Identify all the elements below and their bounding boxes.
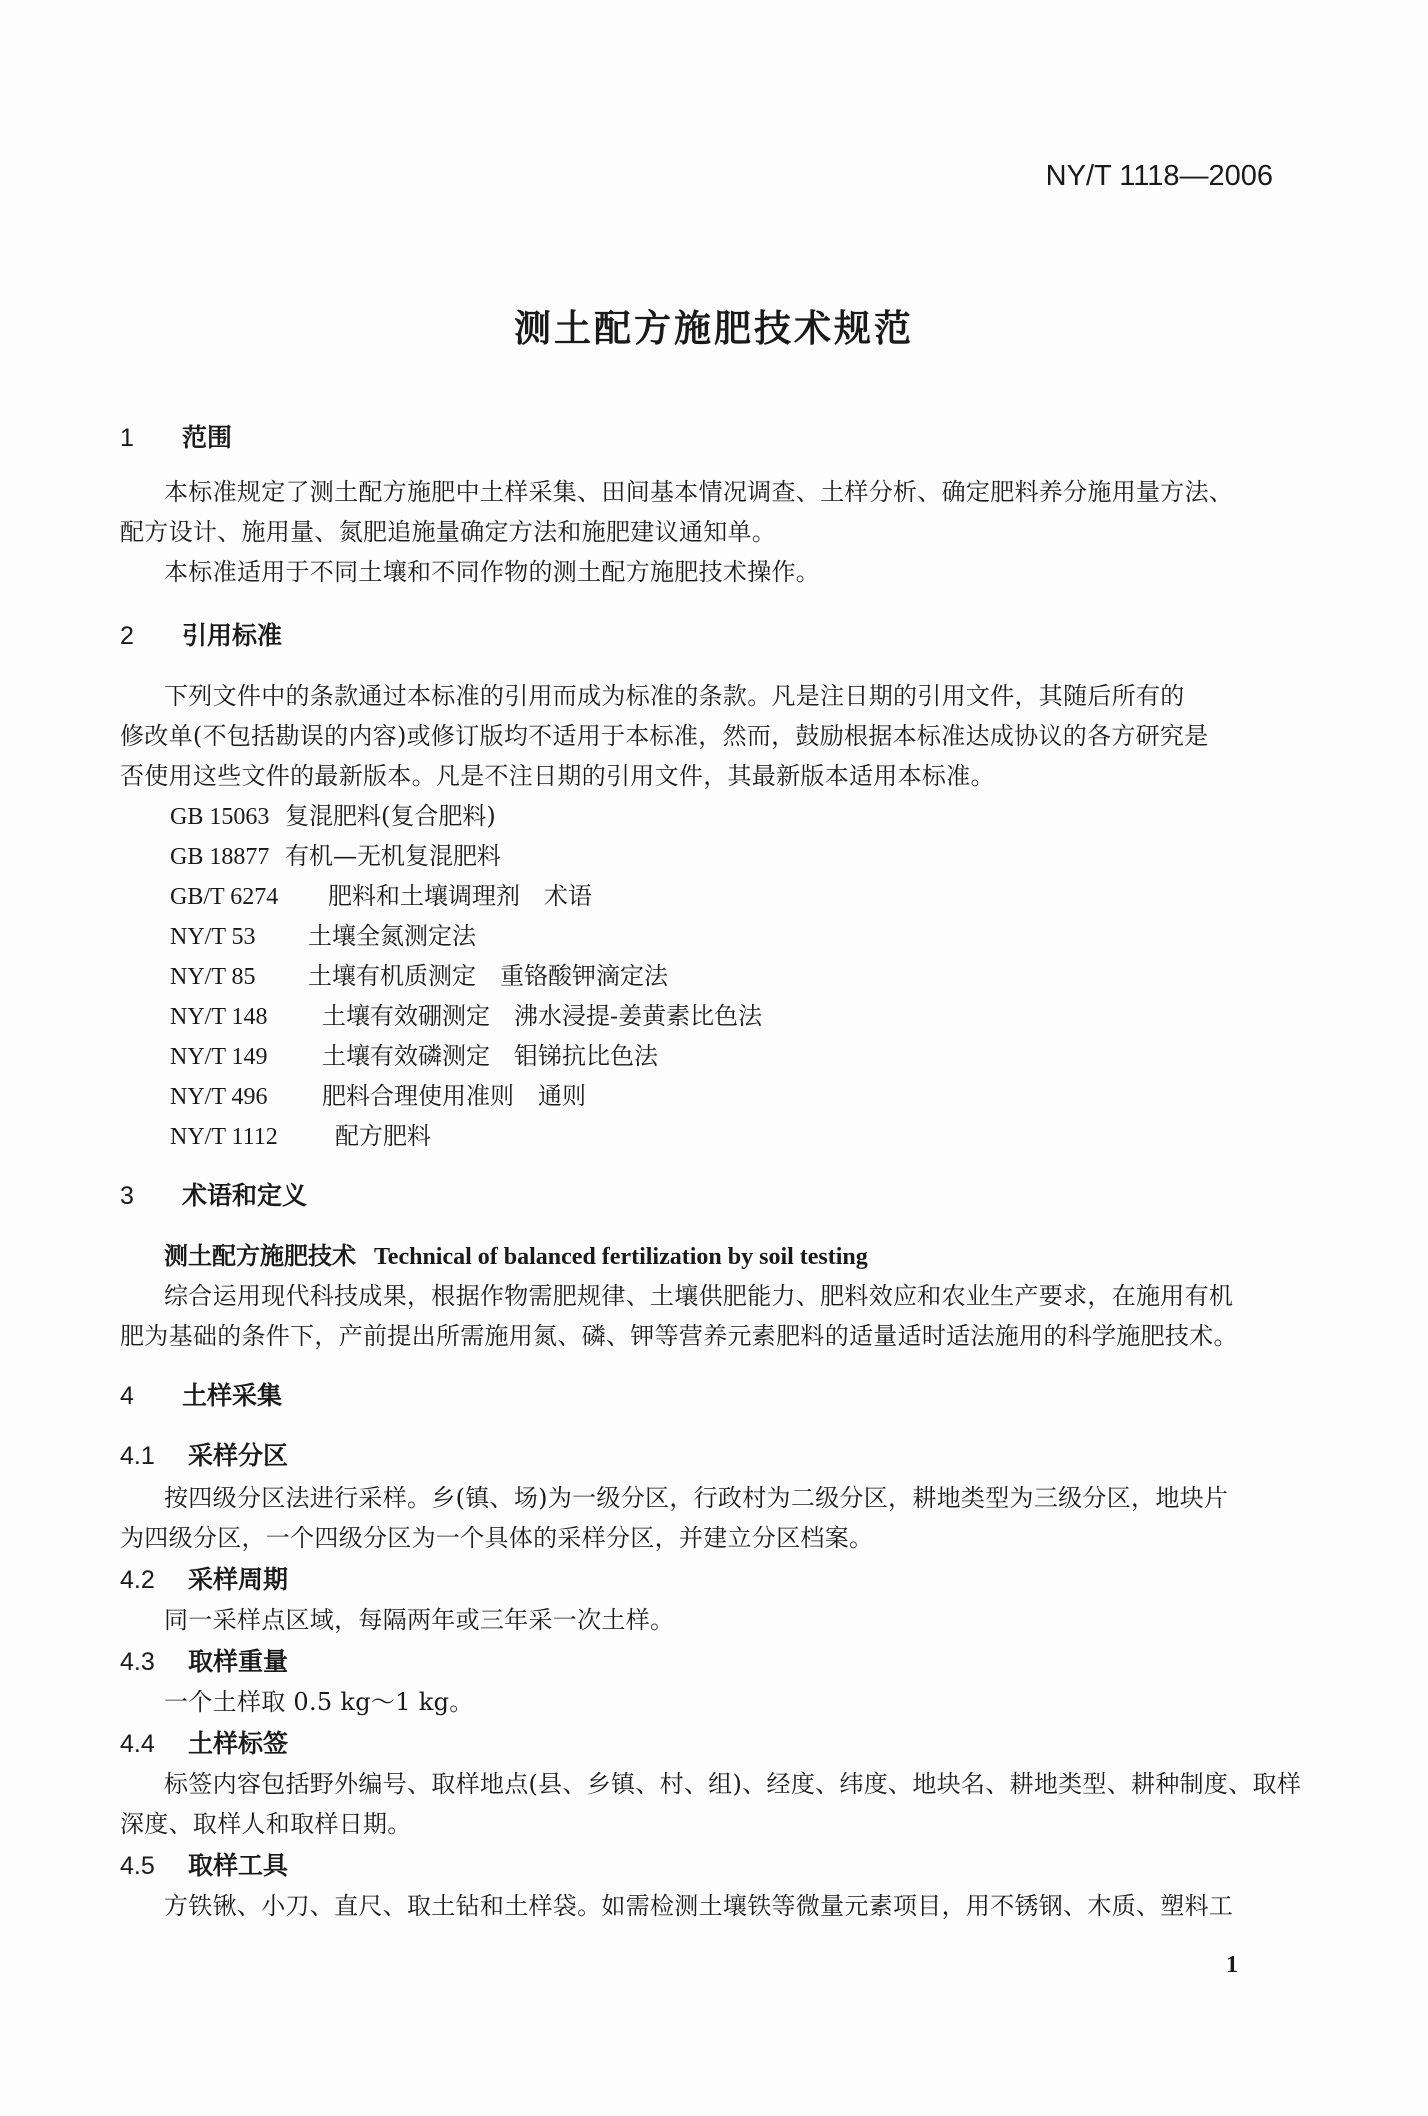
section-4-5-heading: 4.5 取样工具 — [120, 1851, 289, 1880]
document-title: 测土配方施肥技术规范 — [514, 307, 914, 350]
s3-definition-line2: 肥为基础的条件下，产前提出所需施用氮、磷、钾等营养元素肥料的适量适时适法施用的科学施肥技术。 — [120, 1322, 1238, 1350]
reference-item: NY/T 85 土壤有机质测定 重铬酸钾滴定法 — [170, 962, 668, 990]
s1-para1-line2: 配方设计、施用量、氮肥追施量确定方法和施肥建议通知单。 — [120, 518, 777, 546]
s4-4-line1: 标签内容包括野外编号、取样地点(县、乡镇、村、组)、经度、纬度、地块名、耕地类型、耕种制度、取样 — [164, 1770, 1302, 1798]
s4-3-line1: 一个土样取 0.5 kg～1 kg。 — [164, 1688, 474, 1716]
reference-item: NY/T 1112 配方肥料 — [170, 1122, 431, 1150]
reference-item: GB/T 6274 肥料和土壤调理剂 术语 — [170, 882, 592, 910]
s4-5-line1: 方铁锹、小刀、直尺、取土钻和土样袋。如需检测土壤铁等微量元素项目，用不锈钢、木质、塑料工 — [164, 1892, 1234, 1920]
s4-1-line1: 按四级分区法进行采样。乡(镇、场)为一级分区，行政村为二级分区，耕地类型为三级分区，地块片 — [164, 1484, 1229, 1512]
term-chinese: 测土配方施肥技术 — [164, 1241, 356, 1270]
section-2-heading: 2 引用标准 — [120, 621, 283, 650]
reference-item: GB 18877 有机—无机复混肥料 — [170, 842, 501, 870]
reference-item: NY/T 148 土壤有效硼测定 沸水浸提-姜黄素比色法 — [170, 1002, 763, 1030]
s1-para2: 本标准适用于不同土壤和不同作物的测土配方施肥技术操作。 — [164, 558, 821, 586]
page-number: 1 — [1226, 1952, 1238, 1978]
section-4-3-heading: 4.3 取样重量 — [120, 1647, 289, 1676]
s4-2-line1: 同一采样点区域，每隔两年或三年采一次土样。 — [164, 1606, 675, 1634]
term-english: Technical of balanced fertilization by soil testing — [374, 1244, 868, 1270]
section-4-heading: 4 土样采集 — [120, 1381, 283, 1410]
s2-para-line2: 修改单(不包括勘误的内容)或修订版均不适用于本标准，然而，鼓励根据本标准达成协议的各方研究是 — [120, 722, 1209, 750]
section-4-1-heading: 4.1 采样分区 — [120, 1441, 289, 1470]
reference-item: NY/T 149 土壤有效磷测定 钼锑抗比色法 — [170, 1042, 658, 1070]
standard-code: NY/T 1118—2006 — [1045, 160, 1273, 192]
reference-item: NY/T 53 土壤全氮测定法 — [170, 922, 476, 950]
s4-1-line2: 为四级分区，一个四级分区为一个具体的采样分区，并建立分区档案。 — [120, 1524, 874, 1552]
section-4-4-heading: 4.4 土样标签 — [120, 1729, 289, 1758]
section-1-heading: 1 范围 — [120, 423, 233, 452]
s4-4-line2: 深度、取样人和取样日期。 — [120, 1810, 412, 1838]
s2-para-line3: 否使用这些文件的最新版本。凡是不注日期的引用文件，其最新版本适用本标准。 — [120, 762, 995, 790]
reference-item: NY/T 496 肥料合理使用准则 通则 — [170, 1082, 586, 1110]
s1-para1-line1: 本标准规定了测土配方施肥中土样采集、田间基本情况调查、土样分析、确定肥料养分施用量方法、 — [164, 478, 1234, 506]
term-entry — [164, 1236, 868, 1271]
s2-para-line1: 下列文件中的条款通过本标准的引用而成为标准的条款。凡是注日期的引用文件，其随后所有的 — [164, 682, 1185, 710]
s3-definition-line1: 综合运用现代科技成果，根据作物需肥规律、土壤供肥能力、肥料效应和农业生产要求，在施用有机 — [164, 1282, 1234, 1310]
section-4-2-heading: 4.2 采样周期 — [120, 1565, 289, 1594]
section-3-heading: 3 术语和定义 — [120, 1181, 308, 1210]
reference-item: GB 15063 复混肥料(复合肥料) — [170, 802, 496, 830]
